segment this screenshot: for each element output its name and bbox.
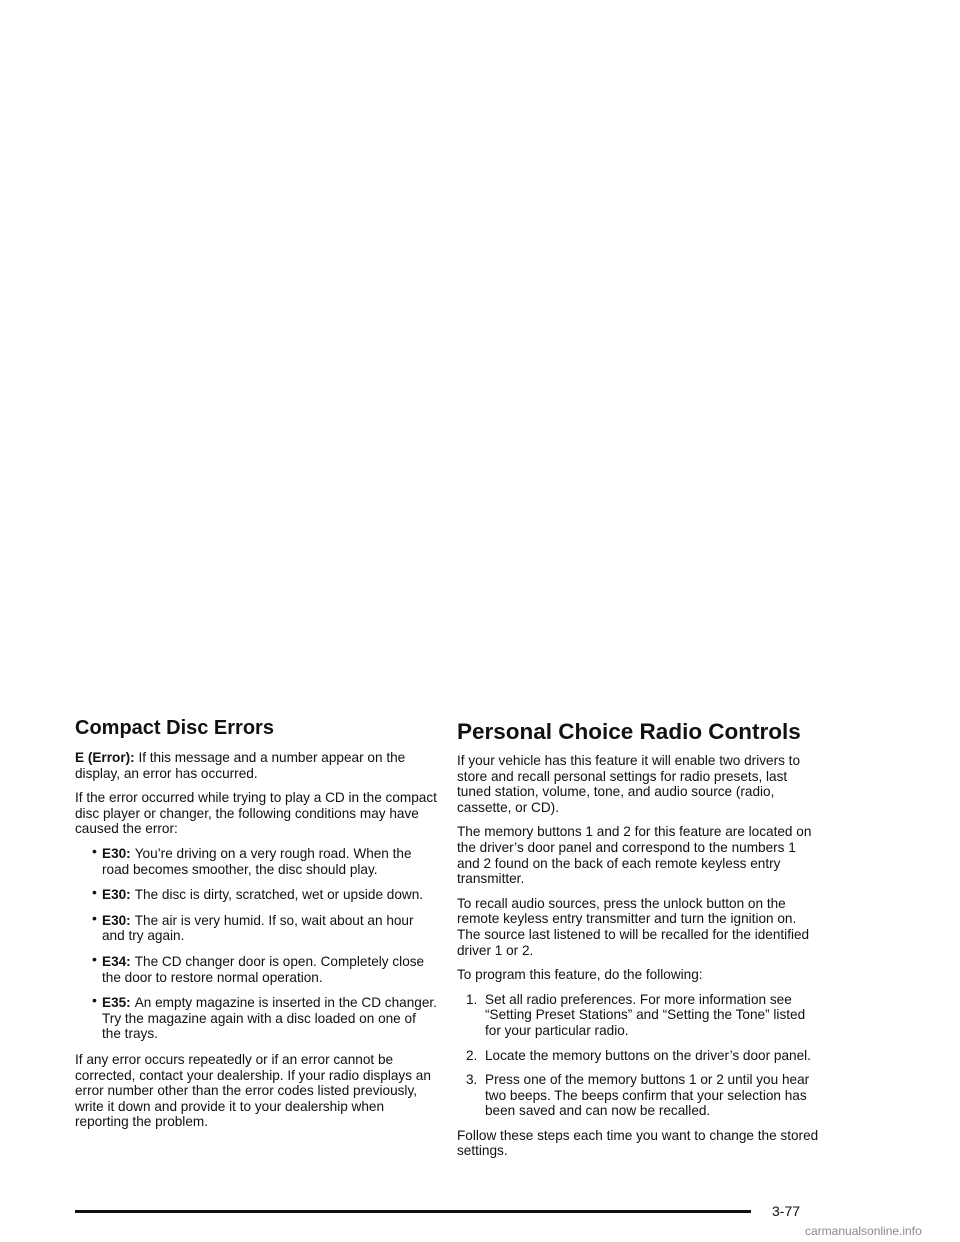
bullet-icon: • <box>92 992 97 1009</box>
program-steps-list <box>457 992 819 1119</box>
recall-paragraph: To recall audio sources, press the unlock button on the remote keyless entry transmitter and turn the ignition on. The source last listened to will be recalled for the identified driver 1 or 2. <box>457 895 810 958</box>
error-code-item <box>75 842 437 877</box>
error-term: E (Error): <box>75 750 135 765</box>
step-text: Set all radio preferences. For more information see “Setting Preset Stations” and “Setting the Tone” listed for your particular radio. <box>485 991 806 1038</box>
memory-buttons-paragraph: The memory buttons 1 and 2 for this feature are located on the driver’s door panel and correspond to the numbers 1 and 2 found on the back of each remote keyless entry transmitter. <box>457 824 812 887</box>
step-number: 2. <box>466 1047 478 1063</box>
watermark: carmanualsonline.info <box>805 1224 922 1238</box>
error-code-item <box>75 909 437 944</box>
error-code-list <box>75 842 437 1042</box>
error-code-item <box>75 992 437 1042</box>
error-code-text: You’re driving on a very rough road. When the road becomes smoother, the disc should play. <box>102 845 412 877</box>
section-heading-compact-disc-errors: Compact Disc Errors <box>75 717 274 739</box>
step-number: 1. <box>466 991 478 1007</box>
section-heading-personal-choice-radio-controls: Personal Choice Radio Controls <box>457 719 801 744</box>
error-definition <box>75 750 437 781</box>
bullet-icon: • <box>92 909 97 926</box>
error-code: E34: <box>102 953 131 969</box>
error-code: E30: <box>102 912 131 928</box>
step-number: 3. <box>466 1072 478 1088</box>
feature-intro: If your vehicle has this feature it will enable two drivers to store and recall personal settings for radio presets, last tuned station, volume, tone, and audio source (radio, cassette, or CD). <box>457 753 801 815</box>
program-step <box>457 1048 819 1064</box>
error-code-text: The air is very humid. If so, wait about an hour and try again. <box>102 912 414 944</box>
conditions-intro: If the error occurred while trying to play a CD in the compact disc player or changer, the following conditions may have caused the error: <box>75 790 437 837</box>
step-text: Locate the memory buttons on the driver’s door panel. <box>485 1047 811 1063</box>
page-number: 3-77 <box>772 1203 801 1219</box>
error-code: E35: <box>102 995 131 1011</box>
error-code: E30: <box>102 845 131 861</box>
bullet-icon: • <box>92 884 97 901</box>
error-code-text: The CD changer door is open. Completely close the door to restore normal operation. <box>102 953 425 985</box>
error-code-text: An empty magazine is inserted in the CD changer. Try the magazine again with a disc loaded on one of the trays. <box>102 995 437 1042</box>
program-step <box>457 1072 819 1119</box>
left-column <box>75 716 437 1139</box>
program-step <box>457 992 819 1039</box>
footer-divider <box>75 1210 751 1213</box>
closing-paragraph: Follow these steps each time you want to change the stored settings. <box>457 1127 819 1159</box>
error-definition-text: If this message and a number appear on the display, an error has occurred. <box>75 750 406 781</box>
error-code-item <box>75 950 437 985</box>
error-code-text: The disc is dirty, scratched, wet or upside down. <box>134 887 424 903</box>
error-code-item <box>75 884 437 903</box>
step-text: Press one of the memory buttons 1 or 2 until you hear two beeps. The beeps confirm that your selection has been saved and can now be recalled. <box>485 1072 810 1119</box>
error-code: E30: <box>102 887 131 903</box>
persistent-error-paragraph: If any error occurs repeatedly or if an error cannot be corrected, contact your dealership. If your radio displays an error number other than the error codes listed previously, write it down and provide it to your dealership when reporting the problem. <box>75 1051 431 1130</box>
program-intro: To program this feature, do the following: <box>457 967 703 983</box>
bullet-icon: • <box>92 950 97 967</box>
bullet-icon: • <box>92 842 97 859</box>
right-column <box>457 718 819 1168</box>
